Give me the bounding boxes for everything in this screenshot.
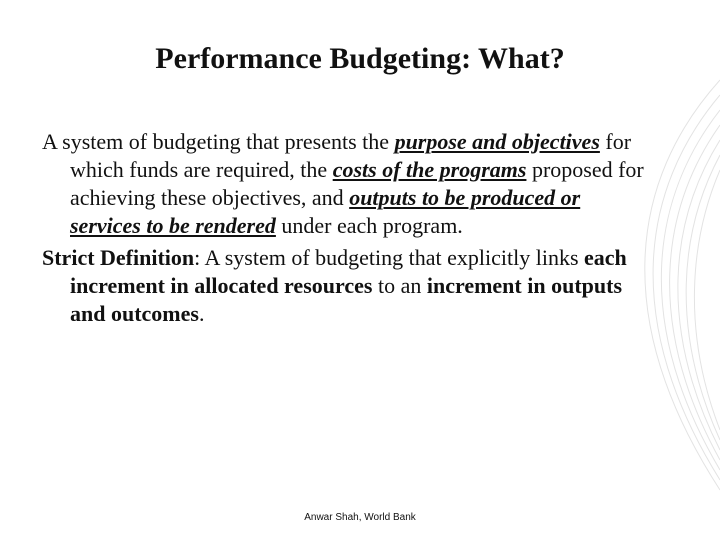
strict-text-1: : A system of budgeting that explicitly links: [194, 245, 585, 270]
emphasis-purpose: purpose and objectives: [394, 129, 600, 154]
strict-definition-label: Strict Definition: [42, 245, 195, 270]
strict-text-2: to an: [372, 273, 427, 298]
footer-credit: Anwar Shah, World Bank: [304, 512, 416, 523]
strict-text-3: .: [198, 301, 205, 326]
strict-bold-2: increment in outputs and outcomes: [70, 273, 623, 326]
strict-bold-1: each increment in allocated resources: [70, 245, 627, 298]
definition-text-4: under each program.: [275, 213, 463, 238]
emphasis-outputs: outputs to be produced or services to be rendered: [70, 185, 581, 238]
slide-title: Performance Budgeting: What?: [155, 42, 565, 75]
strict-definition-paragraph: [42, 244, 652, 328]
definition-text-1: A system of budgeting that presents the: [42, 129, 395, 154]
emphasis-costs: costs of the programs: [332, 157, 527, 182]
slide-body: [42, 128, 652, 332]
definition-text-3: proposed for achieving these objectives, and: [70, 157, 644, 210]
definition-text-2: for which funds are required, the: [70, 129, 632, 182]
definition-paragraph: [42, 128, 652, 240]
